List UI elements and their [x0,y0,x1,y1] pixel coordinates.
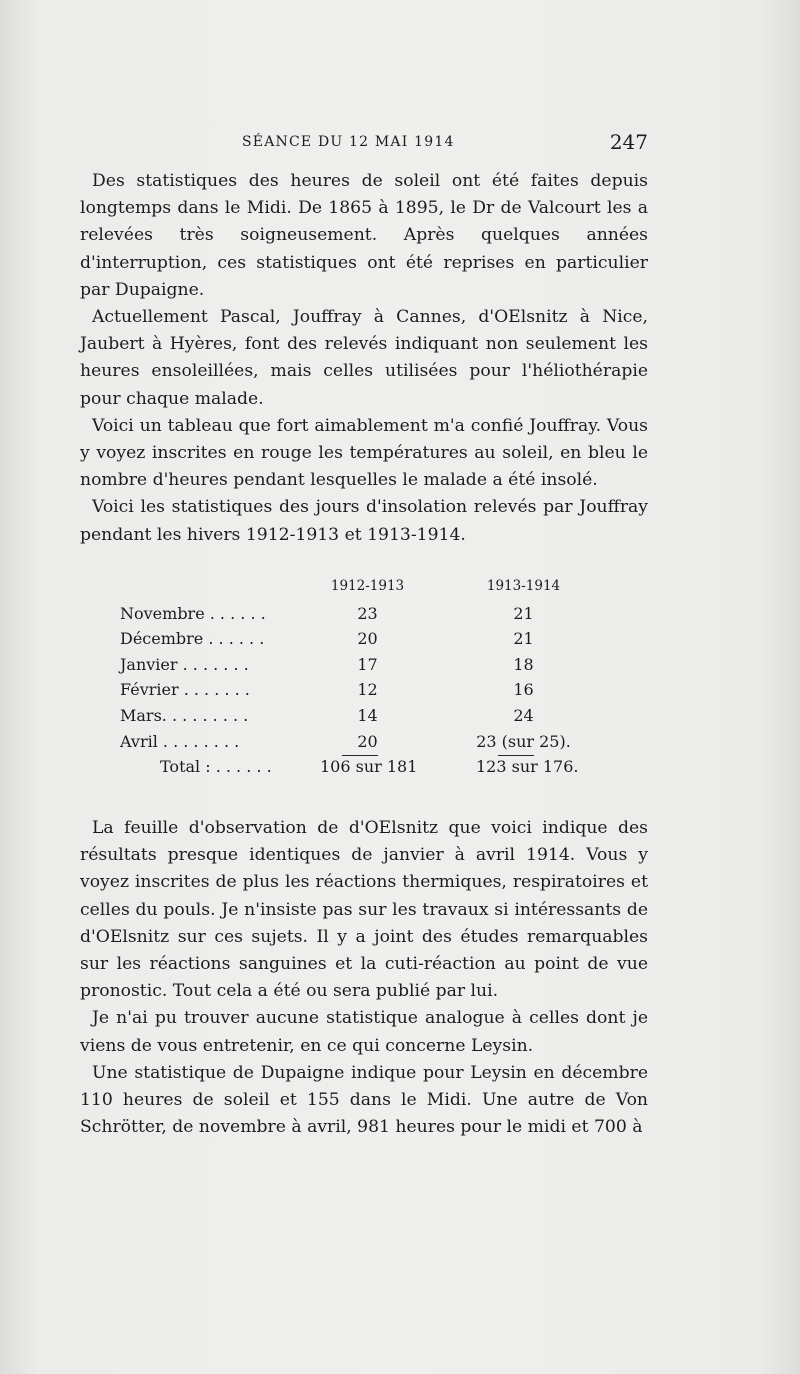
text-block-top [80,168,648,549]
table-row [120,706,640,732]
row-label: Janvier . . . . . . . [120,654,249,674]
cell-value: 20 [357,731,378,751]
insolation-table [120,578,640,783]
running-head: SÉANCE DU 12 MAI 1914 [242,134,455,150]
cell-value: 16 [513,680,534,700]
cell-value: 12 [357,680,378,700]
total-label: Total : . . . . . . [160,757,272,777]
cell-value: 14 [357,705,378,725]
cell-value: 17 [357,654,378,674]
page-number: 247 [609,130,648,154]
row-label: Février . . . . . . . [120,680,250,700]
page-header [80,130,648,160]
table-row [120,680,640,706]
cell-value: 20 [357,629,378,649]
cell-value: 18 [513,654,534,674]
row-label: Décembre . . . . . . [120,629,265,649]
paragraph: Je n'ai pu trouver aucune statistique analogue à celles dont je viens de vous entretenir, en ce qui concerne Leysin. [80,1008,648,1056]
table-total-row [120,757,640,783]
column-header-1913-1914: 1913-1914 [486,578,561,594]
paragraph: Voici un tableau que fort aimablement m'a confié Jouffray. Vous y voyez inscrites en rouge les températures au soleil, en bleu le nombre d'heures pendant lesquelles le malade a été insolé. [80,415,648,491]
row-label: Avril . . . . . . . . [120,731,240,751]
table-row [120,655,640,681]
cell-value: 24 [513,705,534,725]
sum-rule [498,755,534,756]
cell-value: 21 [513,603,534,623]
table-row [120,732,640,758]
cell-value: 21 [513,629,534,649]
table-header-row [120,578,640,604]
total-value: 123 sur 176. [476,757,579,777]
cell-value: 23 (sur 25). [476,731,571,751]
sum-rule [342,755,378,756]
paragraph: Voici les statistiques des jours d'insolation relevés par Jouffray pendant les hivers 1912-1913 et 1913-1914. [80,497,648,545]
text-block-bottom [80,815,648,1141]
column-header-1912-1913: 1912-1913 [330,578,405,594]
paragraph: Une statistique de Dupaigne indique pour Leysin en décembre 110 heures de soleil et 155 dans le Midi. Une autre de Von Schrötter, de novembre à avril, 981 heures pour le midi et 700 à [80,1062,648,1138]
table-row [120,604,640,630]
paragraph: La feuille d'observation de d'OElsnitz que voici indique des résultats presque identiques de janvier à avril 1914. Vous y voyez inscrites de plus les réactions thermiques, respiratoires et celles du pouls. Je n'insiste pas sur les travaux si intéressants de d'OElsnitz sur ces sujets. Il y a joint des études remarquables sur les réactions sanguines et la cuti-réaction au point de vue pronostic. Tout cela a été ou sera publié par lui. [80,818,648,1002]
paragraph: Des statistiques des heures de soleil ont été faites depuis longtemps dans le Midi. De 1865 à 1895, le Dr de Valcourt les a relevées très soigneusement. Après quelques années d'interruption, ces statistiques ont été reprises en particulier par Dupaigne. [80,171,648,300]
cell-value: 23 [357,603,378,623]
row-label: Novembre . . . . . . [120,603,266,623]
row-label: Mars. . . . . . . . . [120,705,249,725]
paragraph: Actuellement Pascal, Jouffray à Cannes, d'OElsnitz à Nice, Jaubert à Hyères, font des relevés indiquant non seulement les heures ensoleillées, mais celles utilisées pour l'héliothérapie pour chaque malade. [80,307,648,409]
table-row [120,629,640,655]
total-value: 106 sur 181 [320,757,418,777]
